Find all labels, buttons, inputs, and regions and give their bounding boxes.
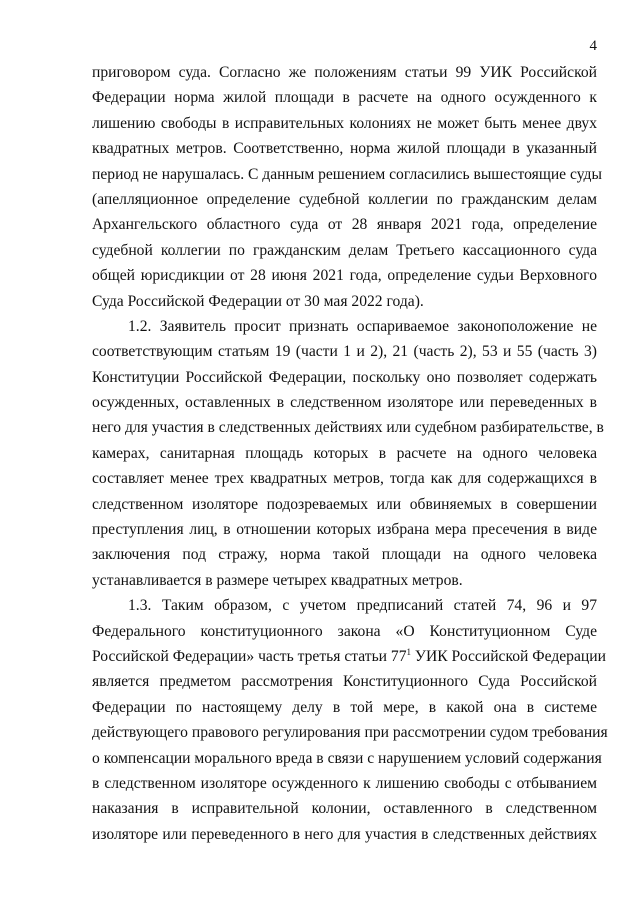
text-line: осужденных, оставленных в следственном изоляторе или переведенных в — [92, 394, 597, 412]
body-text — [92, 60, 608, 847]
text-line: Федерации по настоящему делу в той мере, в какой она в системе — [92, 698, 597, 716]
text-line: Архангельского областного суда от 28 января 2021 года, определение — [92, 216, 597, 234]
text-line: в следственном изоляторе осужденного к лишению свободы с отбыванием — [92, 774, 597, 792]
text-line: общей юрисдикции от 28 июня 2021 года, определение судьи Верховного — [92, 267, 597, 285]
page-number: 4 — [589, 38, 597, 54]
text-line: Конституции Российской Федерации, поскольку оно позволяет содержать — [92, 368, 597, 386]
text-line: действующего правового регулирования при рассмотрении судом требования — [92, 724, 608, 742]
text-line: квадратных метров. Соответственно, норма жилой площади в указанный — [92, 140, 597, 158]
text-line: лишению свободы в исправительных колониях не может быть менее двух — [92, 114, 597, 132]
text-line: камерах, санитарная площадь которых в расчете на одного человека — [92, 444, 597, 462]
text-line: Федерального конституционного закона «О Конституционном Суде — [92, 622, 597, 640]
text-line: соответствующим статьям 19 (части 1 и 2), 21 (часть 2), 53 и 55 (часть 3) — [92, 343, 597, 361]
line-start: Российской Федерации» часть третья статьи 77 — [92, 647, 407, 665]
text-line: него для участия в следственных действиях или судебном разбирательстве, в — [92, 419, 604, 437]
paragraph-1-2-first-line: 1.2. Заявитель просит признать оспариваемое законоположение не — [128, 317, 597, 335]
text-line: (апелляционное определение судебной коллегии по гражданским делам — [92, 190, 597, 208]
text-line: составляет менее трех квадратных метров, тогда как для содержащихся в — [92, 470, 597, 488]
text-line: следственном изоляторе подозреваемых или обвиняемых в совершении — [92, 495, 597, 513]
text-line: судебной коллегии по гражданским делам Третьего кассационного суда — [92, 241, 597, 259]
text-line: период не нарушалась. С данным решением согласились вышестоящие суды — [92, 165, 602, 183]
text-line: приговором суда. Согласно же положениям статьи 99 УИК Российской — [92, 64, 597, 81]
text-line: заключения под стражу, норма такой площади на одного человека — [92, 546, 597, 564]
text-line: Суда Российской Федерации от 30 мая 2022 года). — [92, 292, 424, 310]
text-line: является предметом рассмотрения Конституционного Суда Российской — [92, 673, 597, 691]
text-line: наказания в исправительной колонии, оставленного в следственном — [92, 800, 597, 818]
text-line: изоляторе или переведенного в него для участия в следственных действиях — [92, 825, 597, 843]
text-line-with-superscript — [92, 644, 606, 669]
text-line: преступления лиц, в отношении которых избрана мера пресечения в виде — [92, 521, 597, 539]
text-line: Федерации норма жилой площади в расчете на одного осужденного к — [92, 89, 597, 107]
text-line: устанавливается в размере четырех квадратных метров. — [92, 571, 463, 589]
superscript: 1 — [406, 646, 412, 657]
paragraph-1-3-first-line: 1.3. Таким образом, с учетом предписаний статей 74, 96 и 97 — [128, 597, 597, 615]
text-line: о компенсации морального вреда в связи с нарушением условий содержания — [92, 749, 602, 767]
line-end: УИК Российской Федерации — [411, 647, 606, 665]
